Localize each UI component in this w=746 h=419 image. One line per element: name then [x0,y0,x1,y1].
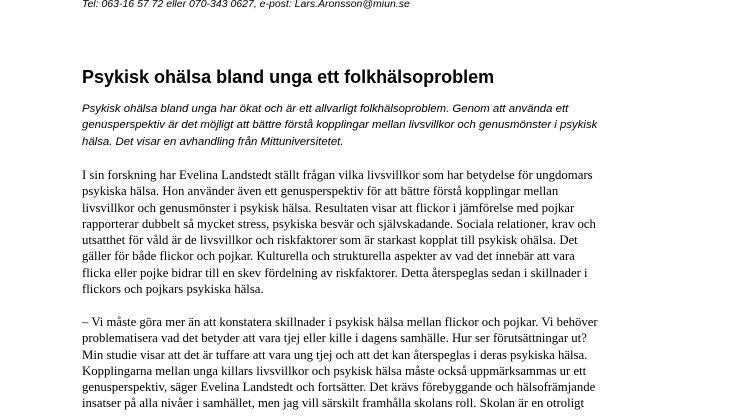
body-line: rapporterar dubbelt så mycket stress, psykiska besvär och självskadande. Sociala relationer, krav och [82,216,596,231]
lead-line: genusperspektiv är det möjligt att bättre förstå kopplingar mellan livsvillkor och genusmönster i psykisk [82,119,598,132]
body-line: insatser på alla nivåer i samhället, men jag vill särskilt framhålla skolans roll. Skolan är en otroligt [82,396,585,411]
body-line: Kopplingarna mellan unga killars livsvillkor och psykisk hälsa måste också uppmärksammas ur ett [82,363,587,378]
body-line: utsatthet för våld är de livsvillkor och riskfaktorer som är starkast kopplat till psykisk ohälsa. Det [82,233,578,248]
body-line: problematisera vad det betyder att vara tjej eller kille i dagens samhälle. Hur ser förutsättningar ut? [82,331,587,346]
body-line: livsvillkor och genusmönster i psykisk hälsa. Resultaten visar att flickor i jämförelse med pojkar [82,200,575,215]
body-line: psykiska hälsa. Hon använder även ett genusperspektiv för att bättre förstå kopplingar mellan [82,184,559,199]
body-paragraph-1 [82,167,682,297]
body-line: – Vi måste göra mer än att konstatera skillnader i psykisk hälsa mellan flickor och pojkar. Vi behöver [82,315,598,329]
body-line: flicka eller pojke bidrar till en skev fördelning av riskfaktorer. Detta återspeglas sedan i skillnader i [82,265,588,280]
body-line: flickors och pojkars psykiska hälsa. [82,282,264,297]
body-line: I sin forskning har Evelina Landstedt ställt frågan vilka livsvillkor som har betydelse för ungdomars [82,168,593,182]
body-line: Min studie visar att det är tuffare att vara ung tjej och att det kan återspeglas i deras psykiska hälsa. [82,347,588,362]
body-line: genusperspektiv, säger Evelina Landstedt och fortsätter. Det krävs förebyggande och hälsofrämjande [82,380,596,395]
article-title: Psykisk ohälsa bland unga ett folkhälsoproblem [82,67,495,87]
contact-line: Tel: 063-16 57 72 eller 070-343 0627, e-post: Lars.Aronsson@miun.se [82,0,410,10]
lead-line: hälsa. Det visar en avhandling från Mittuniversitetet. [82,135,344,148]
body-line: gäller för både flickor och pojkar. Kulturella och strukturella aspekter av vad det innebär att vara [82,249,575,264]
lead-paragraph [82,101,682,150]
body-paragraph-2 [82,314,682,412]
lead-line: Psykisk ohälsa bland unga har ökat och är ett allvarligt folkhälsoproblem. Genom att använda ett [82,103,569,115]
